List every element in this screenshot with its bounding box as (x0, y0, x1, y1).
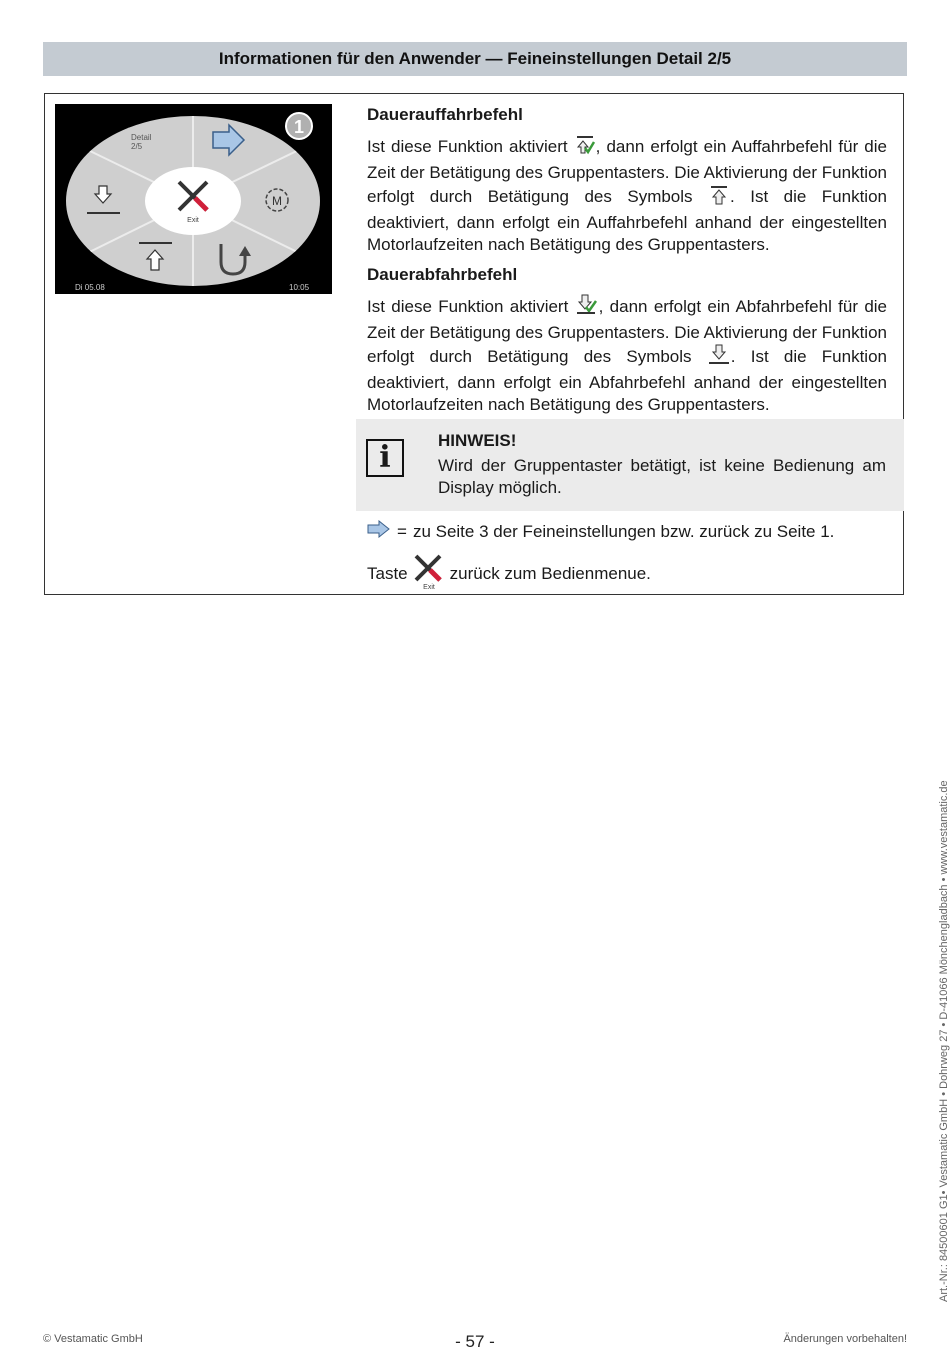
text-part: . Ist die Funktion deaktiviert, dann erfolgt ein Abfahrbefehl anhand der eingestellten Motorlaufzeiten nach Betätigung des Gruppentasters. (367, 347, 887, 414)
motor-label: M (272, 194, 282, 208)
note-box (356, 419, 904, 511)
side-imprint: Art.-Nr.: 84500601 G1• Vestamatic GmbH • Dohrweg 27 • D-41066 Mönchengladbach • www.vestamatic.de (938, 780, 950, 1302)
footer-disclaimer: Änderungen vorbehalten! (783, 1333, 907, 1345)
section-title-dauerabfahr: Dauerabfahrbefehl (367, 265, 518, 284)
device-display (55, 104, 332, 294)
info-icon-letter: i (379, 440, 391, 475)
section-text-dauerabfahr (367, 294, 887, 416)
page-header (43, 42, 907, 76)
nav-text: zu Seite 3 der Feineinstellungen bzw. zurück zu Seite 1. (412, 521, 835, 541)
text-part: . Ist die Funktion deaktiviert, dann erfolgt ein Auffahrbefehl anhand der eingestellten Motorlaufzeiten nach Betätigung des Gruppentasters. (367, 187, 887, 254)
page-title: Informationen für den Anwender — Feineinstellungen Detail 2/5 (218, 49, 732, 68)
section-title-dauerauffahr: Dauerauffahrbefehl (367, 105, 523, 124)
section-dauerabfahr (367, 264, 887, 416)
display-detail-label: Detail (131, 133, 152, 142)
note-title: HINWEIS! (438, 431, 517, 450)
exit-hint (367, 552, 651, 595)
up-arrow-bar-icon (708, 184, 730, 212)
text-part: Ist diese Funktion aktiviert (367, 297, 569, 316)
description-column (367, 104, 888, 414)
display-detail-page: 2/5 (131, 142, 143, 151)
display-screen (55, 104, 332, 294)
down-arrow-check-icon (575, 294, 599, 322)
page-badge-number: 1 (293, 117, 305, 137)
tools-exit-icon (412, 552, 446, 595)
footer-copyright: © Vestamatic GmbH (43, 1333, 143, 1345)
text-part: , dann erfolgt ein Abfahrbefehl für die Zeit der Betätigung des Gruppentasters. Die Aktivierung der Funktion erfolgt durch Betätigung des Symbols (367, 297, 888, 366)
note-text: Wird der Gruppentaster betätigt, ist keine Bedienung am Display möglich. (438, 456, 886, 497)
info-icon (366, 439, 404, 477)
footer-page-number: - 57 - (455, 1332, 495, 1351)
exit-text: zurück zum Bedienmenue. (449, 563, 651, 583)
exit-icon-label: Exit (422, 584, 435, 590)
nav-hint (367, 520, 834, 543)
content-box (44, 93, 904, 595)
forward-arrow-icon (367, 520, 391, 543)
up-arrow-check-icon (574, 134, 596, 162)
display-exit-label: Exit (187, 217, 199, 224)
text-part: , dann erfolgt ein Auffahrbefehl für die Zeit der Betätigung des Gruppentasters. Die Aktivierung der Funktion erfolgt durch Betätigung des Symbols (367, 137, 887, 206)
down-arrow-bar-icon (707, 344, 731, 372)
page-badge-icon (286, 113, 312, 139)
display-date: Di 05.08 (75, 283, 105, 292)
text-part: Ist diese Funktion aktiviert (367, 137, 568, 156)
section-text-dauerauffahr (367, 134, 887, 256)
display-time: 10:05 (289, 283, 310, 292)
nav-equals: = (397, 521, 407, 541)
exit-prefix: Taste (367, 563, 408, 583)
